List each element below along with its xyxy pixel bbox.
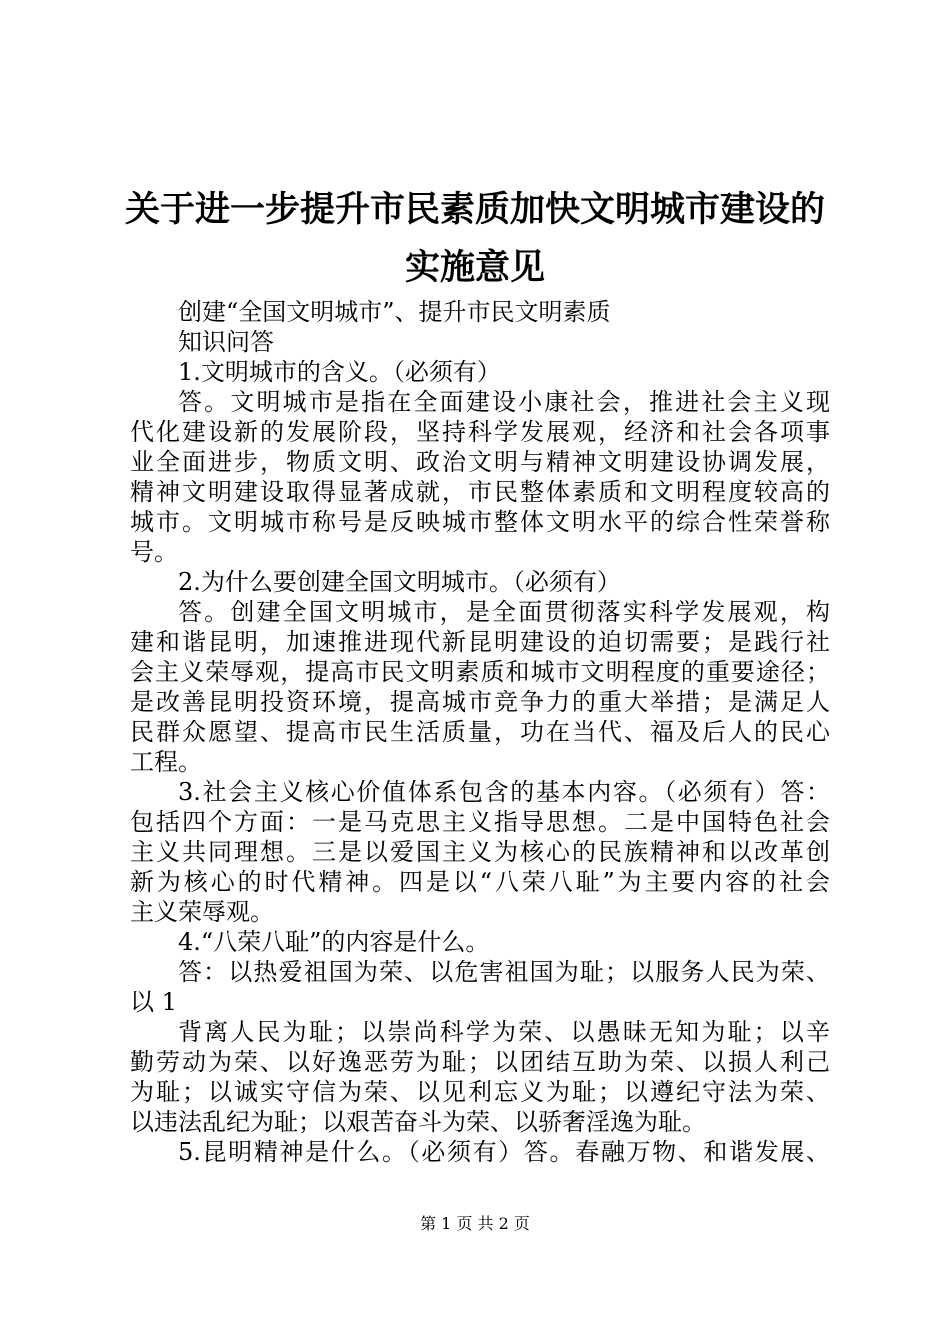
- text-line: 精神文明建设取得显著成就，市民整体素质和文明程度较高的: [130, 478, 830, 506]
- text-line: 创建“全国文明城市”、提升市民文明素质: [178, 298, 611, 326]
- text-line: 答：以热爱祖国为荣、以危害祖国为耻；以服务人民为荣、: [178, 958, 830, 986]
- text-line: 答。创建全国文明城市，是全面贯彻落实科学发展观，构: [178, 598, 830, 626]
- text-line: 3.社会主义核心价值体系包含的基本内容。（必须有）答：: [178, 778, 830, 806]
- document-title-line-2: 实施意见: [404, 248, 545, 288]
- text-line: 号。: [130, 538, 178, 566]
- document-title-line-1: 关于进一步提升市民素质加快文明城市建设的: [124, 190, 825, 230]
- text-line: 知识问答: [178, 328, 274, 356]
- text-line: 1.文明城市的含义。（必须有）: [178, 358, 501, 386]
- text-line: 勤劳动为荣、以好逸恶劳为耻；以团结互助为荣、以损人利己: [130, 1048, 830, 1076]
- page-footer: 第 1 页 共 2 页: [420, 1214, 530, 1233]
- text-line: 是改善昆明投资环境，提高城市竞争力的重大举措；是满足人: [130, 688, 830, 716]
- text-line: 以违法乱纪为耻；以艰苦奋斗为荣、以骄奢淫逸为耻。: [130, 1108, 706, 1136]
- text-line: 城市。文明城市称号是反映城市整体文明水平的综合性荣誉称: [130, 508, 830, 536]
- text-line: 民群众愿望、提高市民生活质量，功在当代、福及后人的民心: [130, 718, 830, 746]
- text-line: 代化建设新的发展阶段，坚持科学发展观，经济和社会各项事: [130, 418, 830, 446]
- text-line: 2.为什么要创建全国文明城市。（必须有）: [178, 568, 621, 596]
- document-body: [130, 297, 830, 1167]
- text-line: 主义共同理想。三是以爱国主义为核心的民族精神和以改革创: [130, 838, 830, 866]
- text-line: 答。文明城市是指在全面建设小康社会，推进社会主义现: [178, 388, 830, 416]
- text-line: 以 1: [130, 988, 177, 1016]
- text-line: 工程。: [130, 748, 202, 776]
- text-line: 5.昆明精神是什么。（必须有）答。春融万物、和谐发展、: [178, 1138, 830, 1166]
- text-line: 主义荣辱观。: [130, 898, 274, 926]
- text-line: 包括四个方面：一是马克思主义指导思想。二是中国特色社会: [130, 808, 830, 836]
- text-line: 业全面进步，物质文明、政治文明与精神文明建设协调发展，: [130, 448, 830, 476]
- text-line: 背离人民为耻；以崇尚科学为荣、以愚昧无知为耻；以辛: [178, 1018, 830, 1046]
- text-line: 会主义荣辱观，提高市民文明素质和城市文明程度的重要途径；: [130, 658, 830, 686]
- text-line: 建和谐昆明，加速推进现代新昆明建设的迫切需要；是践行社: [130, 628, 830, 656]
- text-line: 新为核心的时代精神。四是以“八荣八耻”为主要内容的社会: [130, 868, 830, 896]
- text-line: 4.“八荣八耻”的内容是什么。: [178, 928, 490, 956]
- text-line: 为耻；以诚实守信为荣、以见利忘义为耻；以遵纪守法为荣、: [130, 1078, 830, 1106]
